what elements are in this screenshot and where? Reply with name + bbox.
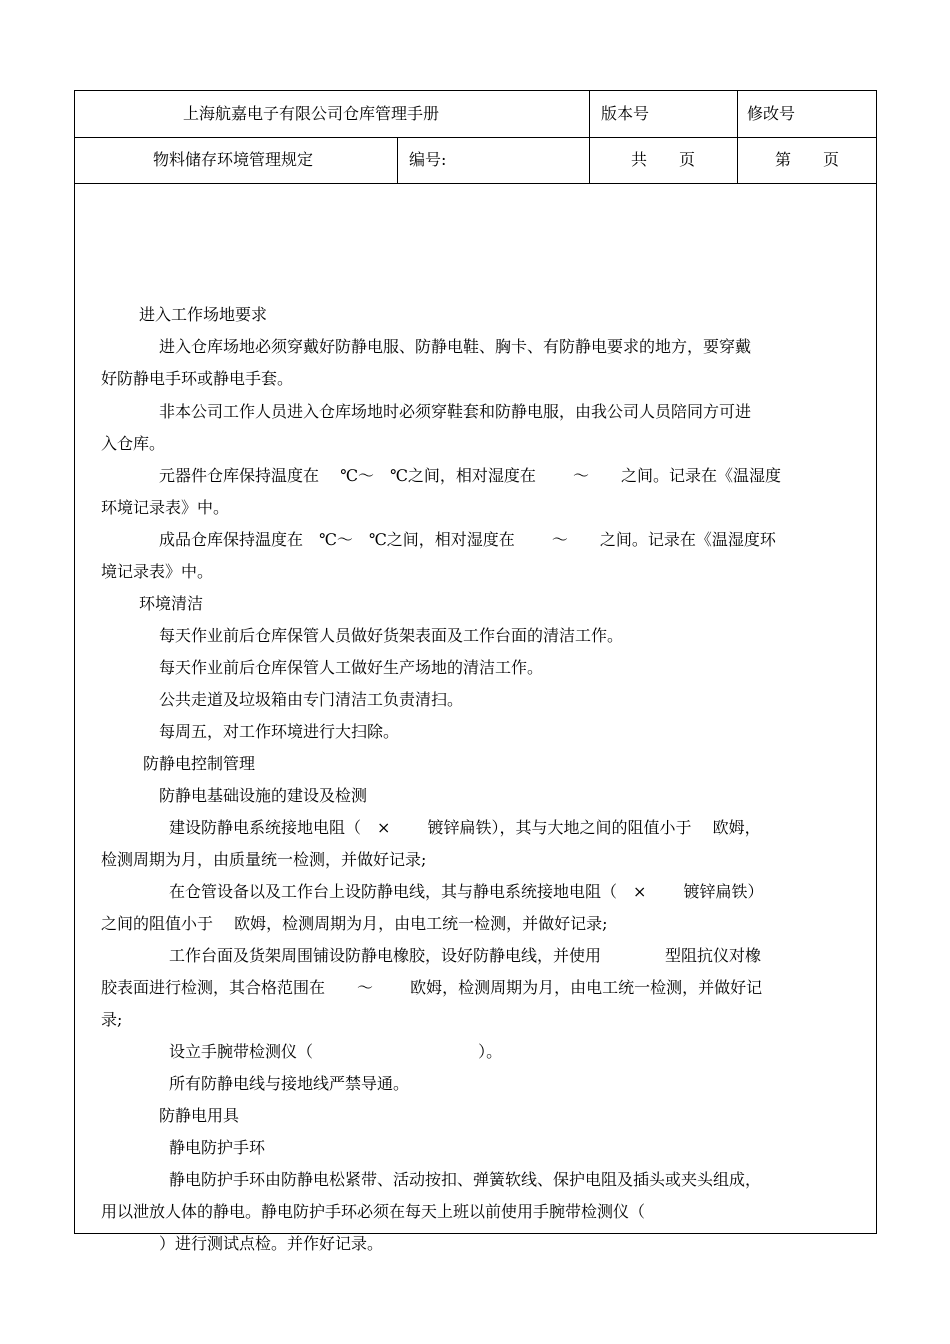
paragraph-line: 录; [101, 1010, 123, 1029]
page-label: 第 页 [775, 150, 840, 169]
divider [397, 137, 398, 183]
version-label: 版本号 [601, 104, 650, 123]
document-body [75, 184, 876, 1253]
section-heading: 环境清洁 [139, 594, 204, 613]
paragraph-line: 成品仓库保持温度在 ℃～ ℃之间，相对湿度在 ～ 之间。记录在《温湿度环 [159, 530, 776, 549]
paragraph-line: 好防静电手环或静电手套。 [101, 369, 294, 388]
doc-title: 物料储存环境管理规定 [153, 150, 314, 169]
paragraph-line: 元器件仓库保持温度在 ℃～ ℃之间，相对湿度在 ～ 之间。记录在《温湿度 [159, 466, 781, 485]
divider [737, 137, 738, 183]
paragraph-line: 检测周期为月，由质量统一检测，并做好记录; [101, 850, 427, 869]
paragraph-line: 境记录表》中。 [101, 562, 214, 581]
number-label: 编号: [409, 150, 447, 169]
paragraph-line: 之间的阻值小于 欧姆，检测周期为月，由电工统一检测，并做好记录; [101, 914, 608, 933]
paragraph-line: 用以泄放人体的静电。静电防护手环必须在每天上班以前使用手腕带检测仪（ [101, 1202, 646, 1221]
document-frame [74, 90, 877, 1253]
header-row-2 [75, 137, 876, 184]
paragraph-line: 非本公司工作人员进入仓库场地时必须穿鞋套和防静电服，由我公司人员陪同方可进 [159, 402, 752, 421]
total-pages-label: 共 页 [631, 150, 696, 169]
paragraph-line: 静电防护手环由防静电松紧带、活动按扣、弹簧软线、保护电阻及插头或夹头组成， [169, 1170, 762, 1189]
paragraph-line: 所有防静电线与接地线严禁导通。 [169, 1074, 410, 1093]
divider [589, 91, 590, 137]
paragraph-line: 进入仓库场地必须穿戴好防静电服、防静电鞋、胸卡、有防静电要求的地方，要穿戴 [159, 337, 752, 356]
paragraph-line: 环境记录表》中。 [101, 498, 230, 517]
revision-label: 修改号 [747, 104, 796, 123]
divider [737, 91, 738, 137]
paragraph-line: 每周五，对工作环境进行大扫除。 [159, 722, 400, 741]
subsection-heading: 防静电用具 [159, 1106, 240, 1125]
subsection-heading: 防静电基础设施的建设及检测 [159, 786, 368, 805]
paragraph-line: ）进行测试点检。并作好记录。 [159, 1234, 384, 1253]
paragraph-line: 设立手腕带检测仪（ ）。 [169, 1042, 503, 1061]
paragraph-line: 公共走道及垃圾箱由专门清洁工负责清扫。 [159, 690, 464, 709]
paragraph-line: 工作台面及货架周围铺设防静电橡胶，设好防静电线，并使用 型阻抗仪对橡 [169, 946, 762, 965]
paragraph-line: 建设防静电系统接地电阻（ × 镀锌扁铁），其与大地之间的阻值小于 欧姆， [169, 818, 761, 837]
company-title: 上海航嘉电子有限公司仓库管理手册 [183, 104, 440, 123]
section-heading: 进入工作场地要求 [139, 305, 268, 324]
paragraph-line: 入仓库。 [101, 434, 166, 453]
paragraph-line: 在仓管设备以及工作台上设防静电线，其与静电系统接地电阻（ × 镀锌扁铁） [169, 882, 764, 901]
paragraph-line: 胶表面进行检测，其合格范围在 ～ 欧姆，检测周期为月，由电工统一检测，并做好记 [101, 978, 763, 997]
section-heading: 防静电控制管理 [143, 754, 256, 773]
paragraph-line: 每天作业前后仓库保管人工做好生产场地的清洁工作。 [159, 658, 544, 677]
subsection-heading: 静电防护手环 [169, 1138, 266, 1157]
divider [589, 137, 590, 183]
paragraph-line: 每天作业前后仓库保管人员做好货架表面及工作台面的清洁工作。 [159, 626, 624, 645]
header-row-1 [75, 91, 876, 138]
